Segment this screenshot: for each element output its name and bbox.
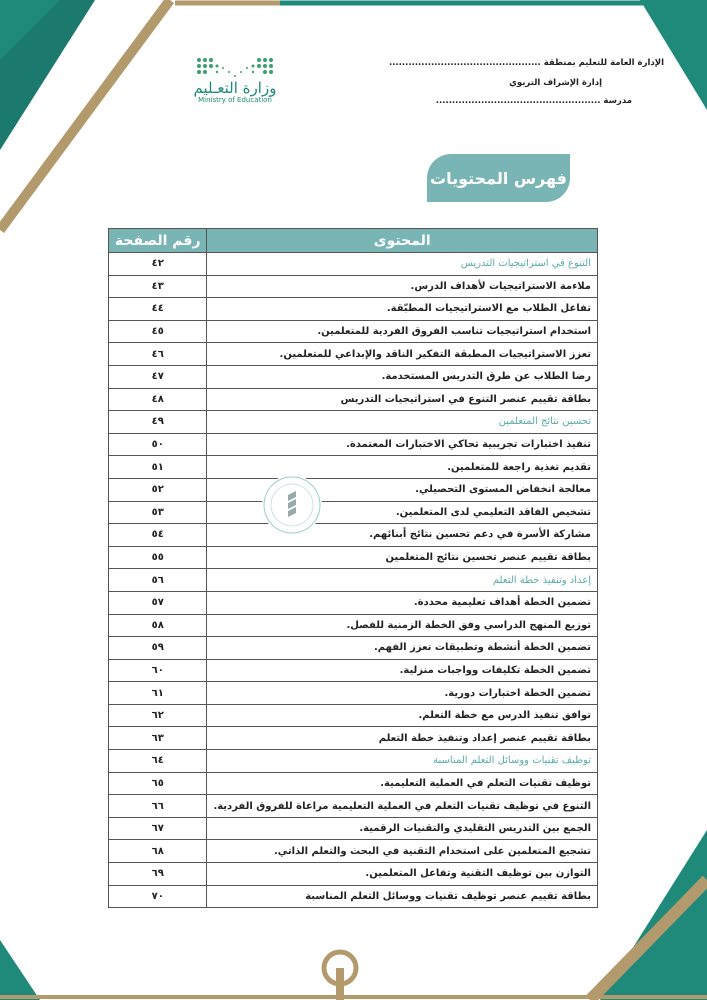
table-row: [109, 637, 598, 660]
row-page-number: ٦٨: [109, 840, 207, 863]
row-content: التوازن بين توظيف التقنية وتفاعل المتعلمين.: [207, 863, 598, 886]
row-content: تنفيذ اختبارات تجريبية تحاكي الاختبارات المعتمدة.: [207, 433, 598, 456]
row-content: تضمين الخطة اختبارات دورية.: [207, 682, 598, 705]
row-content: تضمين الخطة أهداف تعليمية محددة.: [207, 591, 598, 614]
row-page-number: ٥٣: [109, 501, 207, 524]
row-content: التنوع في استراتيجيات التدريس: [207, 253, 598, 276]
row-content: إعداد وتنفيذ خطة التعلم: [207, 569, 598, 592]
row-content: توظيف تقنيات التعلم في العملية التعليمية.: [207, 772, 598, 795]
row-page-number: ٥٧: [109, 591, 207, 614]
row-content: بطاقة تقييم عنصر إعداد وتنفيذ خطة التعلم: [207, 727, 598, 750]
row-content: بطاقة تقييم عنصر تحسين نتائج المتعلمين: [207, 546, 598, 569]
row-page-number: ٤٥: [109, 320, 207, 343]
row-page-number: ٧٠: [109, 885, 207, 908]
row-content: تفاعل الطلاب مع الاستراتيجيات المطبّقة.: [207, 298, 598, 321]
bottom-left-teal-shape: [0, 940, 40, 1000]
row-page-number: ٦٦: [109, 795, 207, 818]
row-page-number: ٦٢: [109, 704, 207, 727]
table-row: [109, 840, 598, 863]
row-page-number: ٤٣: [109, 275, 207, 298]
table-header-row: [109, 229, 598, 253]
table-row: [109, 524, 598, 547]
row-content: تضمين الخطة تكليفات وواجبات منزلية.: [207, 659, 598, 682]
row-page-number: ٥٦: [109, 569, 207, 592]
row-content: تضمين الخطة أنشطة وتطبيقات تعزز الفهم.: [207, 637, 598, 660]
section-row: [109, 411, 598, 434]
table-row: [109, 772, 598, 795]
table-row: [109, 817, 598, 840]
table-row: [109, 795, 598, 818]
row-content: تعزز الاستراتيجيات المطبقة التفكير الناقد والإبداعي للمتعلمين.: [207, 343, 598, 366]
row-content: مشاركة الأسرة في دعم تحسين نتائج أبنائهم.: [207, 524, 598, 547]
logo-arabic-text: وزارة التعـليم: [193, 79, 277, 97]
row-page-number: ٦٤: [109, 750, 207, 773]
row-page-number: ٤٧: [109, 365, 207, 388]
page-column-header: رقم الصفحة: [109, 229, 207, 253]
table-row: [109, 614, 598, 637]
row-page-number: ٤٩: [109, 411, 207, 434]
logo-dots-icon: [195, 56, 275, 78]
row-content: التنوع في توظيف تقنيات التعلم في العملية التعليمية مراعاة للفروق الفردية.: [207, 795, 598, 818]
row-page-number: ٥٤: [109, 524, 207, 547]
table-row: [109, 863, 598, 886]
row-page-number: ٥١: [109, 456, 207, 479]
row-page-number: ٤٦: [109, 343, 207, 366]
table-row: [109, 682, 598, 705]
row-content: تحسين نتائج المتعلمين: [207, 411, 598, 434]
row-page-number: ٥٩: [109, 637, 207, 660]
page-title: فهرس المحتويات: [427, 154, 570, 202]
row-page-number: ٦٥: [109, 772, 207, 795]
ministry-logo: [190, 56, 280, 118]
row-page-number: ٦٣: [109, 727, 207, 750]
row-content: ملاءمة الاستراتيجيات لأهداف الدرس.: [207, 275, 598, 298]
table-row: [109, 478, 598, 501]
supervision-line: إدارة الإشراف التربوي: [509, 78, 602, 88]
row-page-number: ٥٨: [109, 614, 207, 637]
table-row: [109, 298, 598, 321]
bottom-ornament-stem: [336, 968, 344, 1000]
row-page-number: ٦٩: [109, 863, 207, 886]
contents-table: [108, 228, 598, 908]
row-page-number: ٦٧: [109, 817, 207, 840]
table-row: [109, 591, 598, 614]
row-content: توزيع المنهج الدراسي وفق الخطة الزمنية للفصل.: [207, 614, 598, 637]
school-header: [389, 52, 692, 114]
table-row: [109, 320, 598, 343]
table-row: [109, 546, 598, 569]
row-content: توظيف تقنيات ووسائل التعلم المناسبة: [207, 750, 598, 773]
row-page-number: ٥٢: [109, 478, 207, 501]
table-row: [109, 275, 598, 298]
row-page-number: ٥٠: [109, 433, 207, 456]
section-row: [109, 569, 598, 592]
row-content: بطاقة تقييم عنصر التنوع في استراتيجيات التدريس: [207, 388, 598, 411]
section-row: [109, 750, 598, 773]
table-row: [109, 659, 598, 682]
row-content: بطاقة تقييم عنصر توظيف تقنيات ووسائل التعلم المناسبة: [207, 885, 598, 908]
logo-english-text: Ministry of Education: [198, 96, 272, 104]
section-row: [109, 253, 598, 276]
row-content: توافق تنفيذ الدرس مع خطة التعلم.: [207, 704, 598, 727]
row-page-number: ٦٠: [109, 659, 207, 682]
table-row: [109, 704, 598, 727]
table-row: [109, 343, 598, 366]
row-page-number: ٦١: [109, 682, 207, 705]
content-column-header: المحتوى: [207, 229, 598, 253]
table-row: [109, 365, 598, 388]
row-page-number: ٤٨: [109, 388, 207, 411]
school-line: مدرسة ...................................................: [435, 96, 632, 106]
row-content: تشخيص الفاقد التعليمي لدى المتعلمين.: [207, 501, 598, 524]
row-content: معالجة انخفاض المستوى التحصيلي.: [207, 478, 598, 501]
education-department-line: الإدارة العامة للتعليم بمنطقة ...............................................: [389, 58, 664, 68]
row-content: تقديم تغذية راجعة للمتعلمين.: [207, 456, 598, 479]
watermark-stamp: [262, 475, 322, 535]
row-content: تشجيع المتعلمين على استخدام التقنية في البحث والتعلم الذاتي.: [207, 840, 598, 863]
table-row: [109, 885, 598, 908]
table-row: [109, 501, 598, 524]
row-content: استخدام استراتيجيات تناسب الفروق الفردية للمتعلمين.: [207, 320, 598, 343]
row-page-number: ٥٥: [109, 546, 207, 569]
table-row: [109, 727, 598, 750]
row-content: رضا الطلاب عن طرق التدريس المستخدمة.: [207, 365, 598, 388]
row-page-number: ٤٢: [109, 253, 207, 276]
table-row: [109, 388, 598, 411]
table-row: [109, 433, 598, 456]
row-page-number: ٤٤: [109, 298, 207, 321]
table-row: [109, 456, 598, 479]
row-content: الجمع بين التدريس التقليدي والتقنيات الرقمية.: [207, 817, 598, 840]
